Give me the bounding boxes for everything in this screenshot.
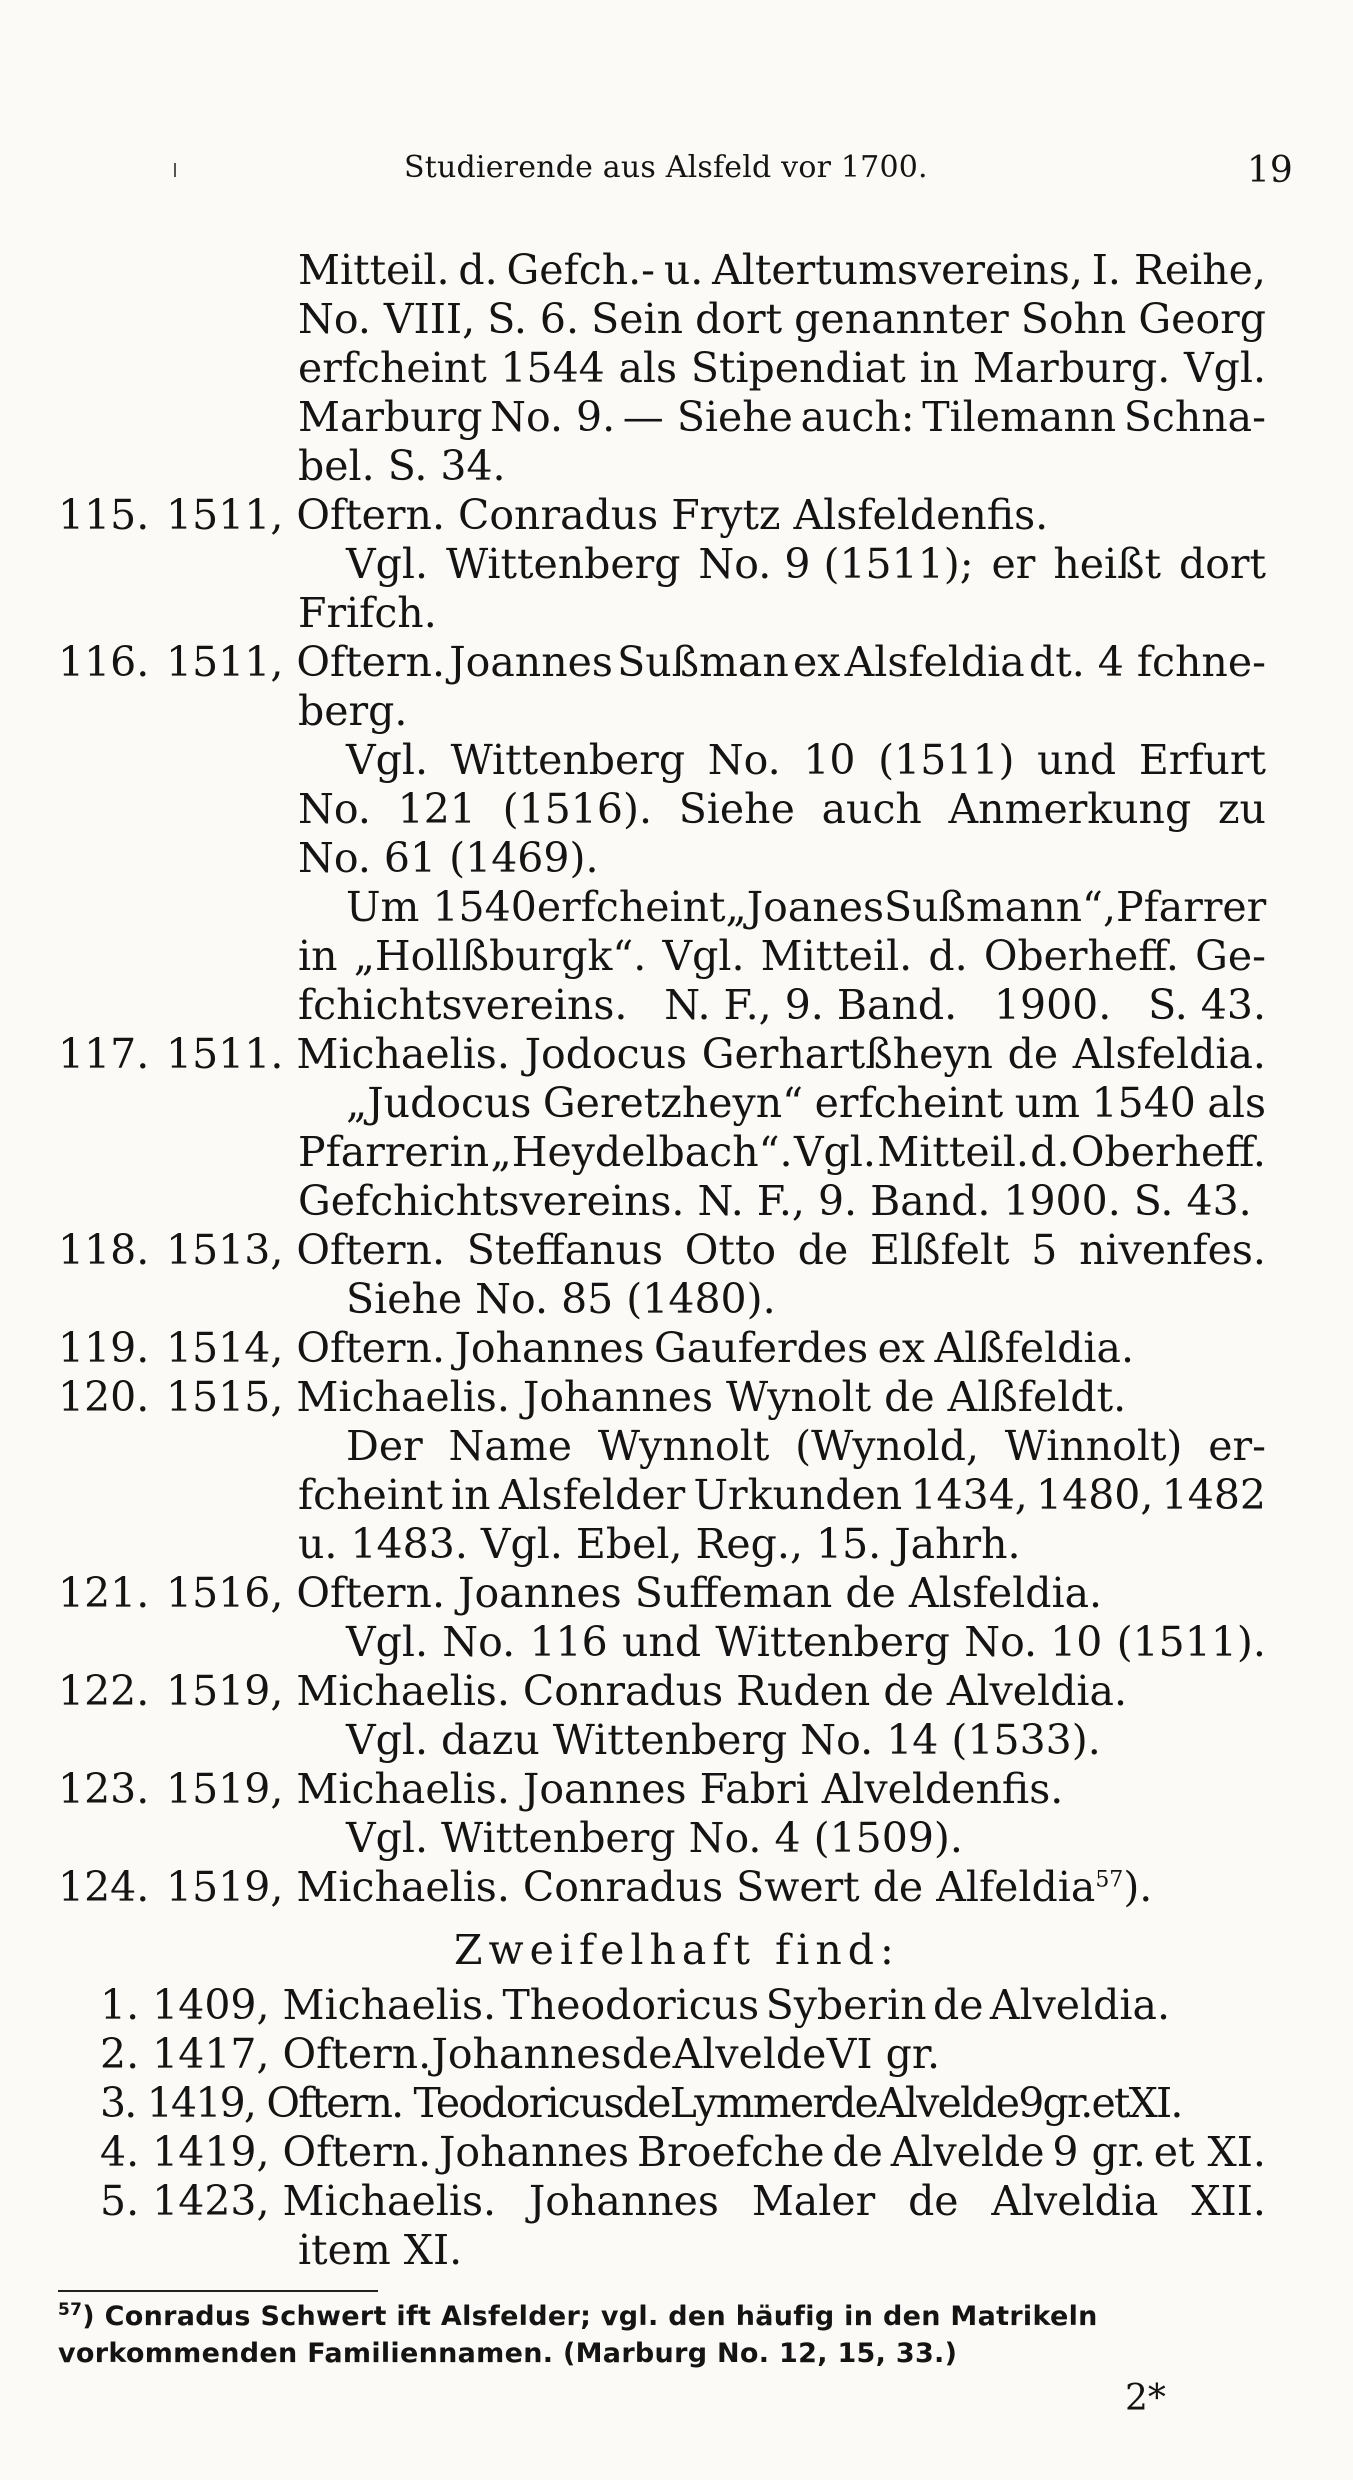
entry-number: 118.: [58, 1226, 150, 1274]
entry-number: 115.: [58, 491, 150, 539]
continued-text-line: Mitteil. d. Gefch.- u. Altertumsvereins, I. Reihe,: [298, 246, 1266, 294]
entry-text: No. 61 (1469).: [298, 834, 599, 882]
doubtful-entry: 3. 1419, Oftern. TeodoricusdeLymmerdeAlvelde9gr.etXI.: [100, 2079, 1182, 2127]
entry-text: Vgl. Wittenberg No. 4 (1509).: [346, 1814, 963, 1862]
entry-number: 120.: [58, 1373, 150, 1421]
entry-text: 1516, Oftern. Joannes Suffeman de Alsfeldia.: [166, 1569, 1103, 1617]
footnote-line: vorkommenden Familiennamen. (Marburg No. 12, 15, 33.): [58, 2338, 958, 2369]
entry-text: No. 121 (1516). Siehe auch Anmerkung zu: [298, 785, 1266, 833]
entry-text: 1519, Michaelis. Joannes Fabri Alveldenfis.: [166, 1765, 1064, 1813]
continued-text-line: Marburg No. 9. — Siehe auch: Tilemann Schna-: [298, 393, 1266, 441]
entry-text: Siehe No. 85 (1480).: [346, 1275, 776, 1323]
footnote-ref: 57: [1095, 1867, 1124, 1893]
entry-text: Vgl. Wittenberg No. 9 (1511); er heißt dort: [346, 540, 1266, 588]
entry-text: Vgl. No. 116 und Wittenberg No. 10 (1511).: [346, 1618, 1266, 1666]
entry-number: 117.: [58, 1030, 150, 1078]
entry-text: 1519, Michaelis. Conradus Swert de Alfeldia$^{57}$).: [166, 1863, 1153, 1911]
entry-number: 119.: [58, 1324, 150, 1372]
entry-text: Frifch.: [298, 589, 437, 637]
entry-text: 1511. Michaelis. Jodocus Gerhartßheyn de Alsfeldia.: [166, 1030, 1266, 1078]
doubtful-entry: 1. 1409, Michaelis. Theodoricus Syberin de Alveldia.: [100, 1981, 1170, 2029]
doubtful-entry: 4. 1419, Oftern. Johannes Broefche de Alvelde 9 gr. et XI.: [100, 2128, 1266, 2176]
signature-mark: 2*: [1125, 2378, 1166, 2419]
entry-text: Vgl. Wittenberg No. 10 (1511) und Erfurt: [346, 736, 1266, 784]
doubtful-entry: item XI.: [298, 2226, 463, 2274]
entry-text: 1511, Oftern. Conradus Frytz Alsfeldenfis.: [166, 491, 1049, 539]
doubtful-entry: 5. 1423, Michaelis. Johannes Maler de Alveldia XII.: [100, 2177, 1266, 2225]
entry-text: fcheint in Alsfelder Urkunden 1434, 1480, 1482: [298, 1471, 1266, 1519]
entry-text: Vgl. dazu Wittenberg No. 14 (1533).: [346, 1716, 1101, 1764]
entry-number: 116.: [58, 638, 150, 686]
continued-text-line: erfcheint 1544 als Stipendiat in Marburg. Vgl.: [298, 344, 1266, 392]
page-number: 19: [1247, 150, 1293, 191]
entry-number: 122.: [58, 1667, 150, 1715]
entry-text: in „Hollßburgk“. Vgl. Mitteil. d. Oberheff. Ge-: [298, 932, 1266, 980]
entry-text: 1511, Oftern. Joannes Sußman ex Alsfeldia dt. 4 fchne-: [166, 638, 1266, 686]
continued-text-line: No. VIII, S. 6. Sein dort genannter Sohn Georg: [298, 295, 1266, 343]
entry-text: u. 1483. Vgl. Ebel, Reg., 15. Jahrh.: [298, 1520, 1021, 1568]
doubtful-entry: 2. 1417, Oftern. Johannes de Alvelde VI gr.: [100, 2030, 940, 2078]
entry-text: 1515, Michaelis. Johannes Wynolt de Alßfeldt.: [166, 1373, 1127, 1421]
entry-text: 1519, Michaelis. Conradus Ruden de Alveldia.: [166, 1667, 1127, 1715]
margin-mark: [174, 163, 176, 177]
entry-text: „Judocus Geretzheyn“ erfcheint um 1540 als: [346, 1079, 1266, 1127]
entry-text: berg.: [298, 687, 408, 735]
running-title: Studierende aus Alsfeld vor 1700.: [404, 150, 928, 185]
footnote-rule: [58, 2290, 378, 2292]
entry-text: 1513, Oftern. Steffanus Otto de Elßfelt 5 nivenfes.: [166, 1226, 1266, 1274]
entry-number: 124.: [58, 1863, 150, 1911]
entry-text: Pfarrer in „Heydelbach“. Vgl. Mitteil. d. Oberheff.: [298, 1128, 1266, 1176]
entry-text: 1514, Oftern. Johannes Gauferdes ex Alßfeldia.: [166, 1324, 1134, 1372]
entry-text: Um 1540 erfcheint „Joanes Sußmann“, Pfarrer: [346, 883, 1267, 931]
section-heading: Zweifelhaft find:: [454, 1926, 900, 1974]
entry-text: Der Name Wynnolt (Wynold, Winnolt) er-: [346, 1422, 1266, 1470]
entry-number: 121.: [58, 1569, 150, 1617]
entry-number: 123.: [58, 1765, 150, 1813]
continued-text-line: bel. S. 34.: [298, 442, 506, 490]
entry-text: fchichtsvereins. N. F., 9. Band. 1900. S. 43.: [298, 981, 1266, 1029]
footnote-line: $^{57}$) Conradus Schwert ift Alsfelder; vgl. den häufig in den Matrikeln: [58, 2300, 1098, 2332]
entry-text: Gefchichtsvereins. N. F., 9. Band. 1900. S. 43.: [298, 1177, 1252, 1225]
